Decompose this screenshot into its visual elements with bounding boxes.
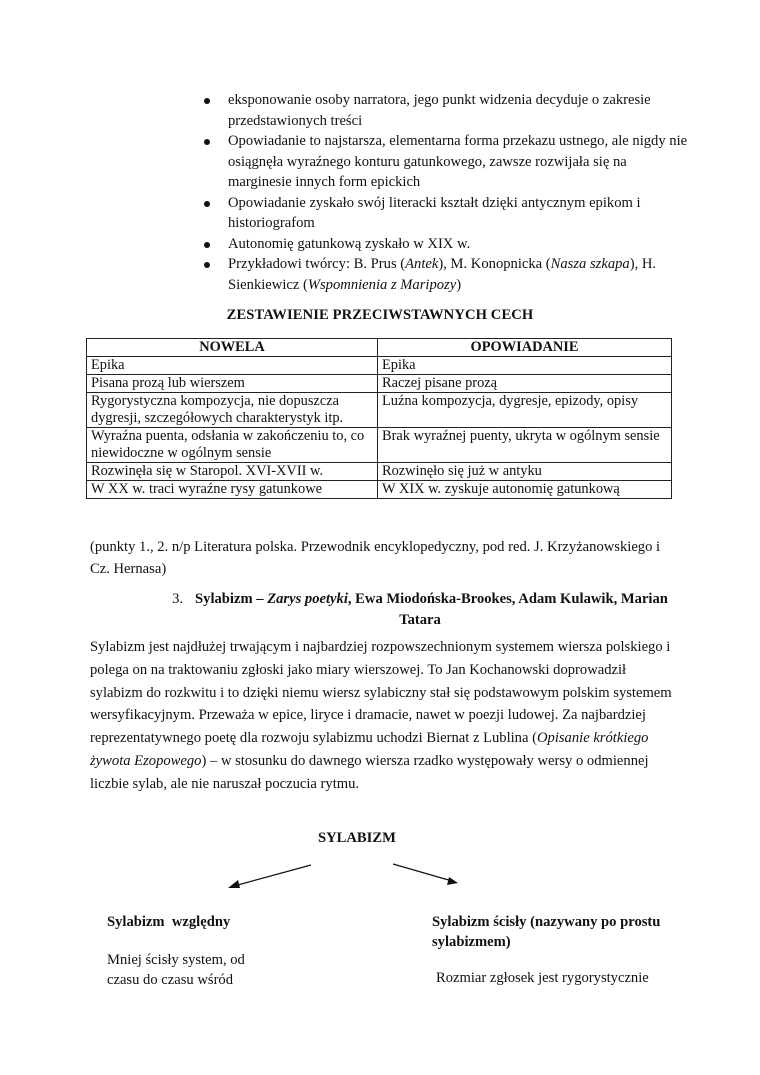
cell-nowela: W XX w. traci wyraźne rysy gatunkowe xyxy=(87,481,378,499)
bullet-text: eksponowanie osoby narratora, jego punkt widzenia decyduje o zakresie przedstawionych treści xyxy=(228,92,651,129)
cell-opowiadanie: Epika xyxy=(378,357,672,375)
left-title: Sylabizm względny xyxy=(107,914,231,930)
section-title-italic: Zarys poetyki xyxy=(267,591,348,607)
paragraph-part2: ) – w stosunku do dawnego wiersza rzadko występowały wersy o odmiennej liczbie sylab, ale nie naruszał poczucia rytmu. xyxy=(90,752,649,792)
bullet-text: Wspomnienia z Maripozy xyxy=(307,276,457,293)
right-text: Rozmiar zgłosek jest rygorystycznie xyxy=(436,970,649,986)
cell-opowiadanie: Raczej pisane prozą xyxy=(378,375,672,393)
cell-opowiadanie: Rozwinęło się już w antyku xyxy=(378,463,672,481)
arrow-left-head xyxy=(228,880,240,888)
table-heading: ZESTAWIENIE PRZECIWSTAWNYCH CECH xyxy=(226,307,534,323)
bullet-text: ), M. Konopnicka ( xyxy=(438,256,551,272)
diagram-title: SYLABIZM xyxy=(318,830,396,846)
arrow-right xyxy=(393,864,452,881)
bullet-text: Przykładowi twórcy: B. Prus ( xyxy=(228,256,406,272)
paragraph-part1: Sylabizm jest najdłużej trwającym i najbardziej rozpowszechnionym systemem wiersza polskiego i polega on na traktowaniu zgłoski jako miary wierszowej. To Jan Kochanowski doprowadził sylabizm do rozkwitu i to dzięki niemu wiersz sylabiczny stał się podstawowym polskim systemem wersyfikacyjnym. Przeważa w epice, liryce i dramacie, nawet w poezji ludowej. Za najbardziej reprezentatywnego poetę dla rozwoju sylabizmu uchodzi Biernat z Lublina ( xyxy=(90,639,672,747)
bullet-text: Antek xyxy=(405,256,439,272)
cell-nowela: Epika xyxy=(87,357,378,375)
section-title-before: Sylabizm – xyxy=(195,591,268,607)
header-nowela: NOWELA xyxy=(87,339,378,357)
section-title-after: , Ewa Miodońska-Brookes, Adam Kulawik, Marian Tatara xyxy=(347,591,668,628)
cell-opowiadanie: Luźna kompozycja, dygresje, epizody, opisy xyxy=(378,393,672,428)
cell-opowiadanie: Brak wyraźnej puenty, ukryta w ogólnym sensie xyxy=(378,428,672,463)
bullet-text: Opowiadanie to najstarsza, elementarna forma przekazu ustnego, ale nigdy nie osiągnęła wyraźnego konturu gatunkowego, zawsze rozwijała się na marginesie innych form epickich xyxy=(228,133,688,190)
cell-nowela: Pisana prozą lub wierszem xyxy=(87,375,378,393)
right-title: Sylabizm ścisły (nazywany po prostu sylabizmem) xyxy=(432,914,661,950)
diagram-left-column xyxy=(107,912,307,990)
cell-nowela: Wyraźna puenta, odsłania w zakończeniu to, co niewidoczne w ogólnym sensie xyxy=(87,428,378,463)
bullet-text: Opowiadanie zyskało swój literacki kształt dzięki antycznym epikom i historiografom xyxy=(228,194,641,231)
arrow-right-head xyxy=(447,877,458,885)
paragraph-italic: Opisanie krótkiego żywota Ezopowego xyxy=(90,730,649,769)
cell-nowela: Rozwinęła się w Staropol. XVI-XVII w. xyxy=(87,463,378,481)
diagram-right-column xyxy=(432,912,682,988)
bullet-text: ) xyxy=(456,276,462,293)
section-number: 3. xyxy=(172,591,184,607)
left-text: Mniej ścisły system, od czasu do czasu wśród xyxy=(107,952,245,988)
cell-opowiadanie: W XIX w. zyskuje autonomię gatunkową xyxy=(378,481,672,499)
bullet-text: ), H. Sienkiewicz ( xyxy=(228,256,657,293)
bullet-text: Nasza szkapa xyxy=(550,256,630,272)
bullet-text: Autonomię gatunkową zyskało w XIX w. xyxy=(228,235,471,252)
header-opowiadanie: OPOWIADANIE xyxy=(378,339,672,357)
cell-nowela: Rygorystyczna kompozycja, nie dopuszcza dygresji, szczegółowych charakterystyk itp. xyxy=(87,393,378,428)
source-note: (punkty 1., 2. n/p Literatura polska. Przewodnik encyklopedyczny, pod red. J. Krzyżanowskiego i Cz. Hernasa) xyxy=(90,539,661,577)
arrow-left xyxy=(234,865,311,886)
